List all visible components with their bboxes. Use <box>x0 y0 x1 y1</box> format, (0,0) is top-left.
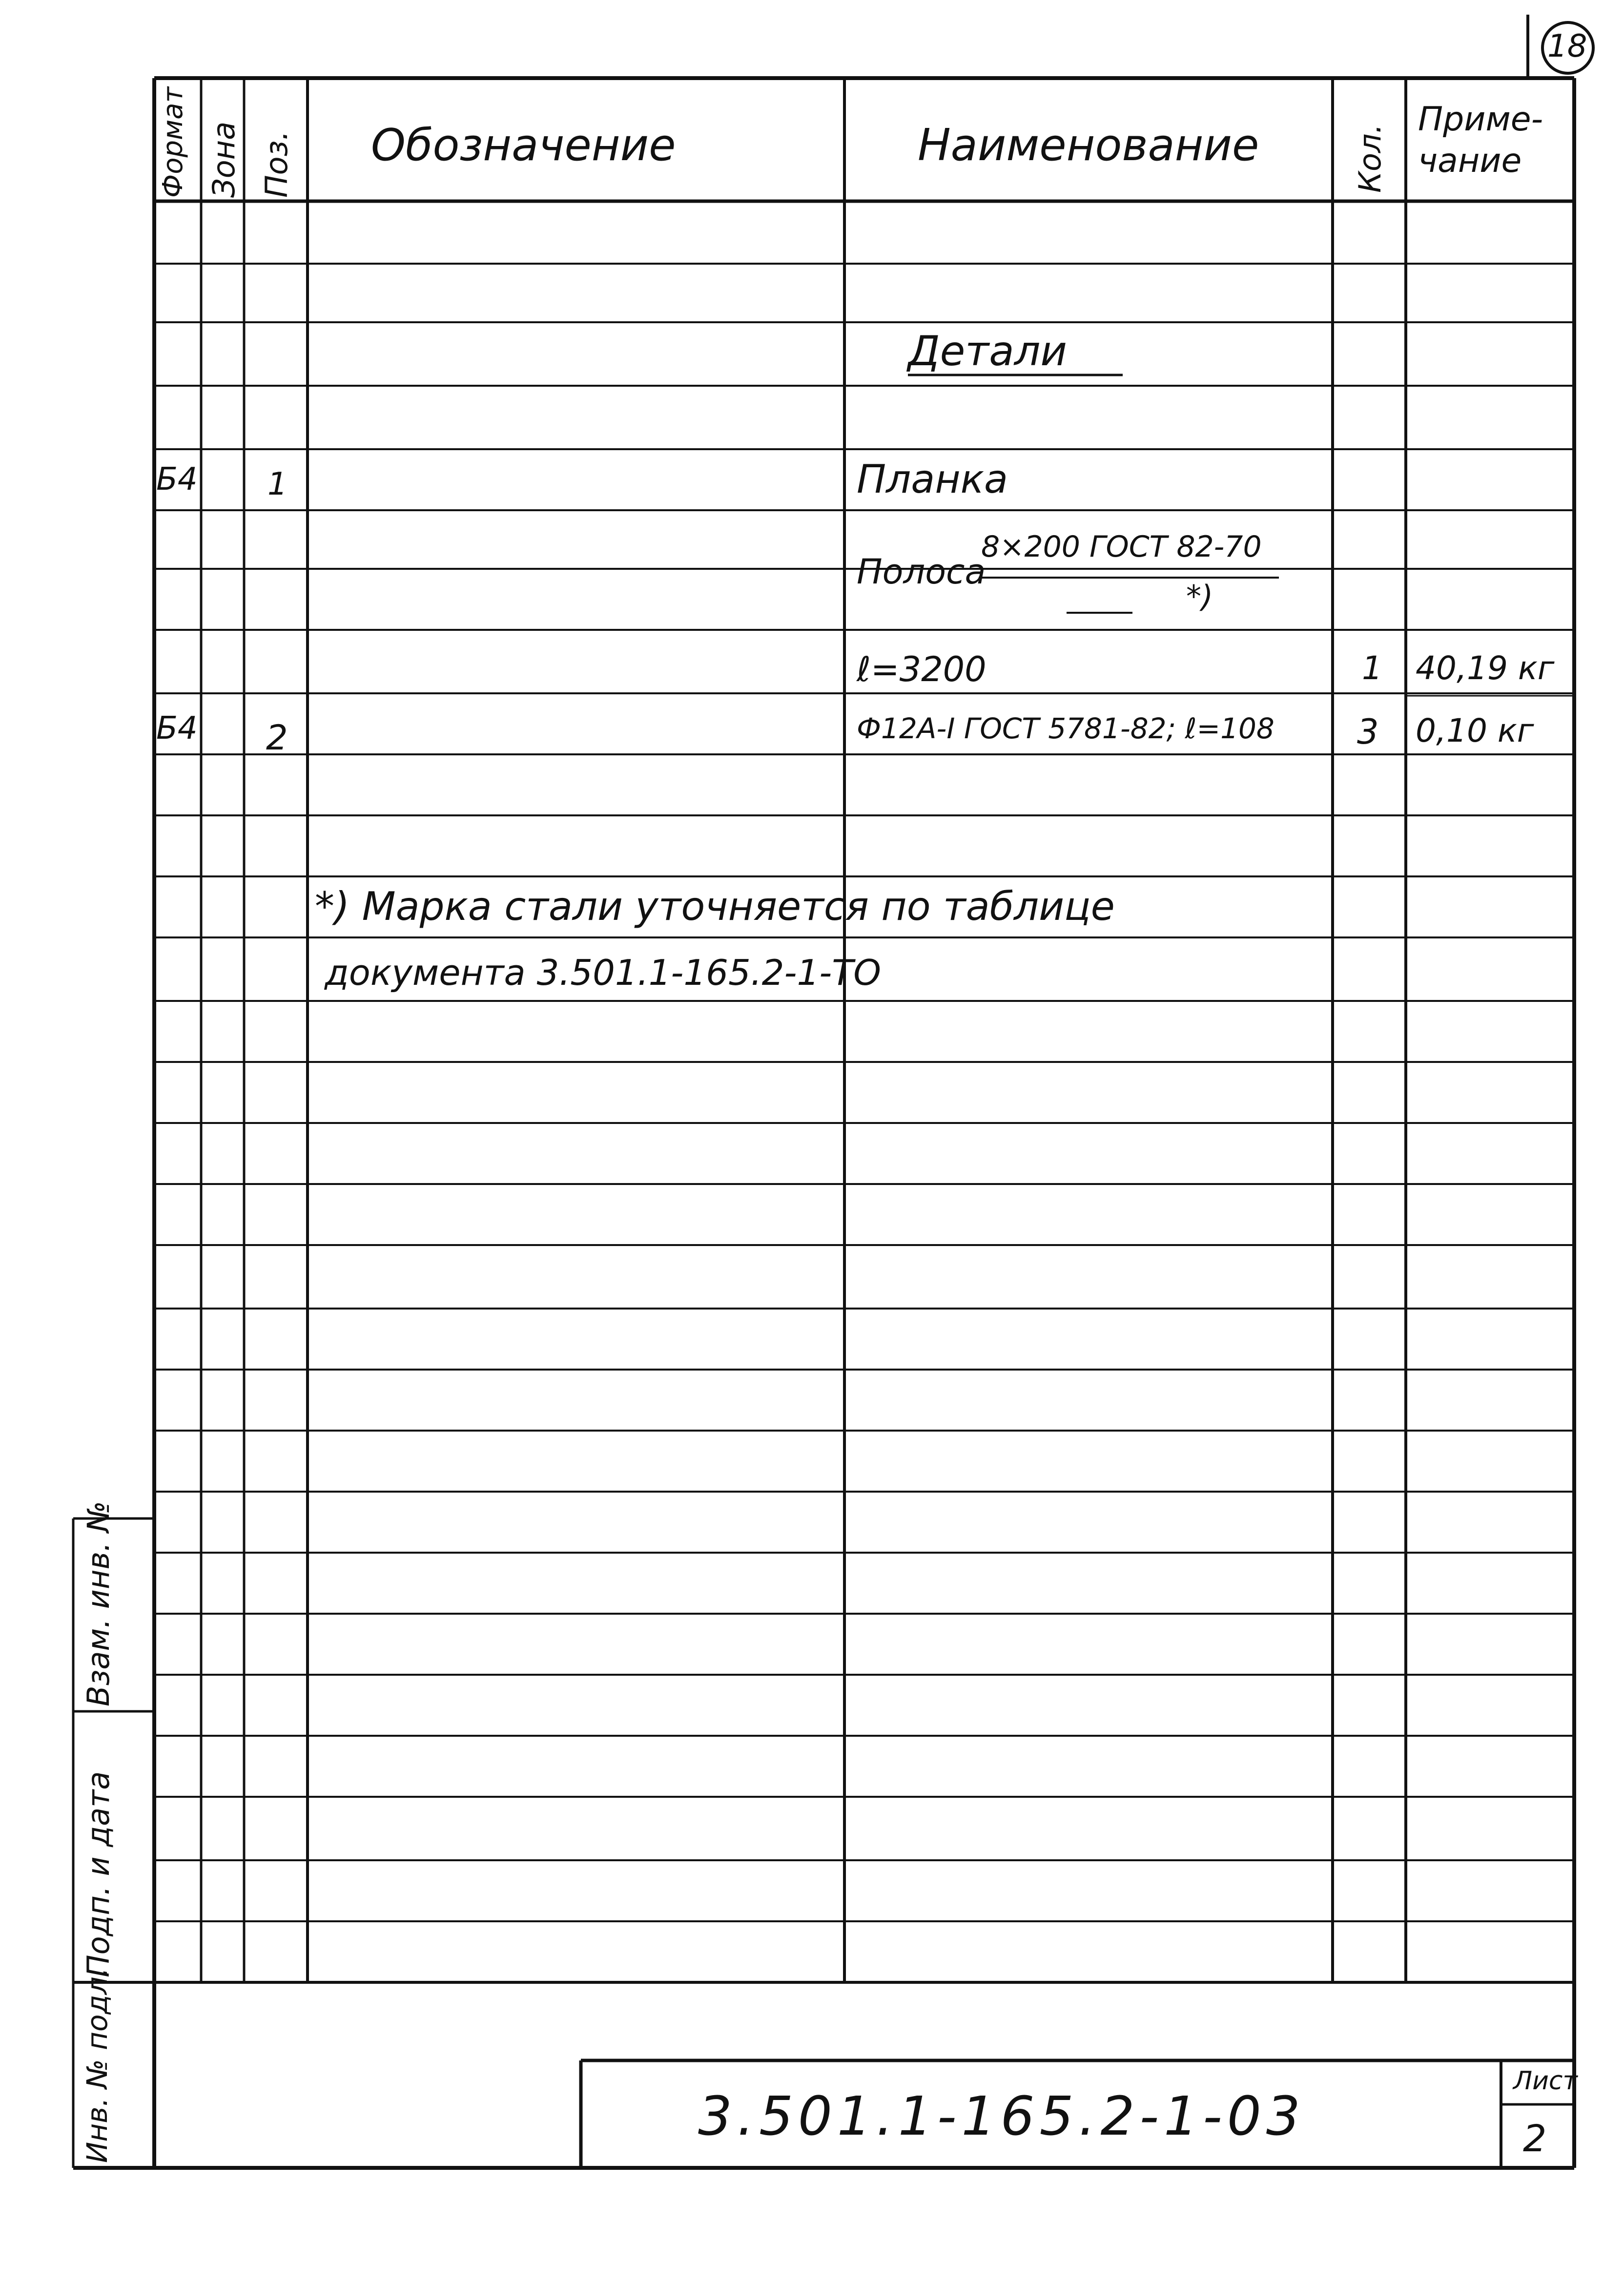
header-note-line2: чание <box>1418 142 1522 180</box>
row2-name-prefix: Полоса <box>857 552 986 592</box>
side-label-original-inv: Инв. № подл. <box>81 1967 114 2163</box>
row2-denominator: *) <box>1186 579 1213 614</box>
header-note-line1: Приме- <box>1418 100 1543 139</box>
sheet-number: 2 <box>1523 2117 1547 2160</box>
header-name: Наименование <box>918 120 1259 171</box>
footnote-line2: документа 3.501.1-165.2-1-ТО <box>325 952 881 993</box>
side-label-signature-date: Подп. и дата <box>81 1771 116 1977</box>
row3-name: ℓ=3200 <box>857 649 987 689</box>
row2-numerator: 8×200 ГОСТ 82-70 <box>981 530 1262 564</box>
row3-note: 40,19 кг <box>1416 649 1555 687</box>
row4-qty: 3 <box>1357 712 1379 752</box>
side-label-replaced-inv: Взам. инв. № <box>81 1501 116 1706</box>
section-title: Детали <box>908 327 1067 375</box>
row4-note: 0,10 кг <box>1416 712 1534 749</box>
row1-name: Планка <box>857 457 1008 502</box>
header-qty: Кол. <box>1352 124 1388 193</box>
document-code: 3.501.1-165.2-1-03 <box>698 2085 1305 2147</box>
row4-name: Ф12А-Ⅰ ГОСТ 5781-82; ℓ=108 <box>857 712 1275 745</box>
row4-format: Б4 <box>156 710 198 747</box>
header-designation: Обозначение <box>371 120 676 171</box>
header-zone: Зона <box>206 121 242 198</box>
sheet-label: Лист <box>1513 2066 1578 2096</box>
sheet-badge-number: 18 <box>1547 28 1587 64</box>
row1-pos: 1 <box>267 466 288 502</box>
header-pos: Поз. <box>259 130 294 198</box>
header-format: Формат <box>157 86 189 198</box>
row1-format: Б4 <box>156 461 198 498</box>
row4-pos: 2 <box>266 718 288 758</box>
row3-qty: 1 <box>1362 649 1382 687</box>
footnote-line1: *) Марка стали уточняется по таблице <box>315 884 1115 929</box>
